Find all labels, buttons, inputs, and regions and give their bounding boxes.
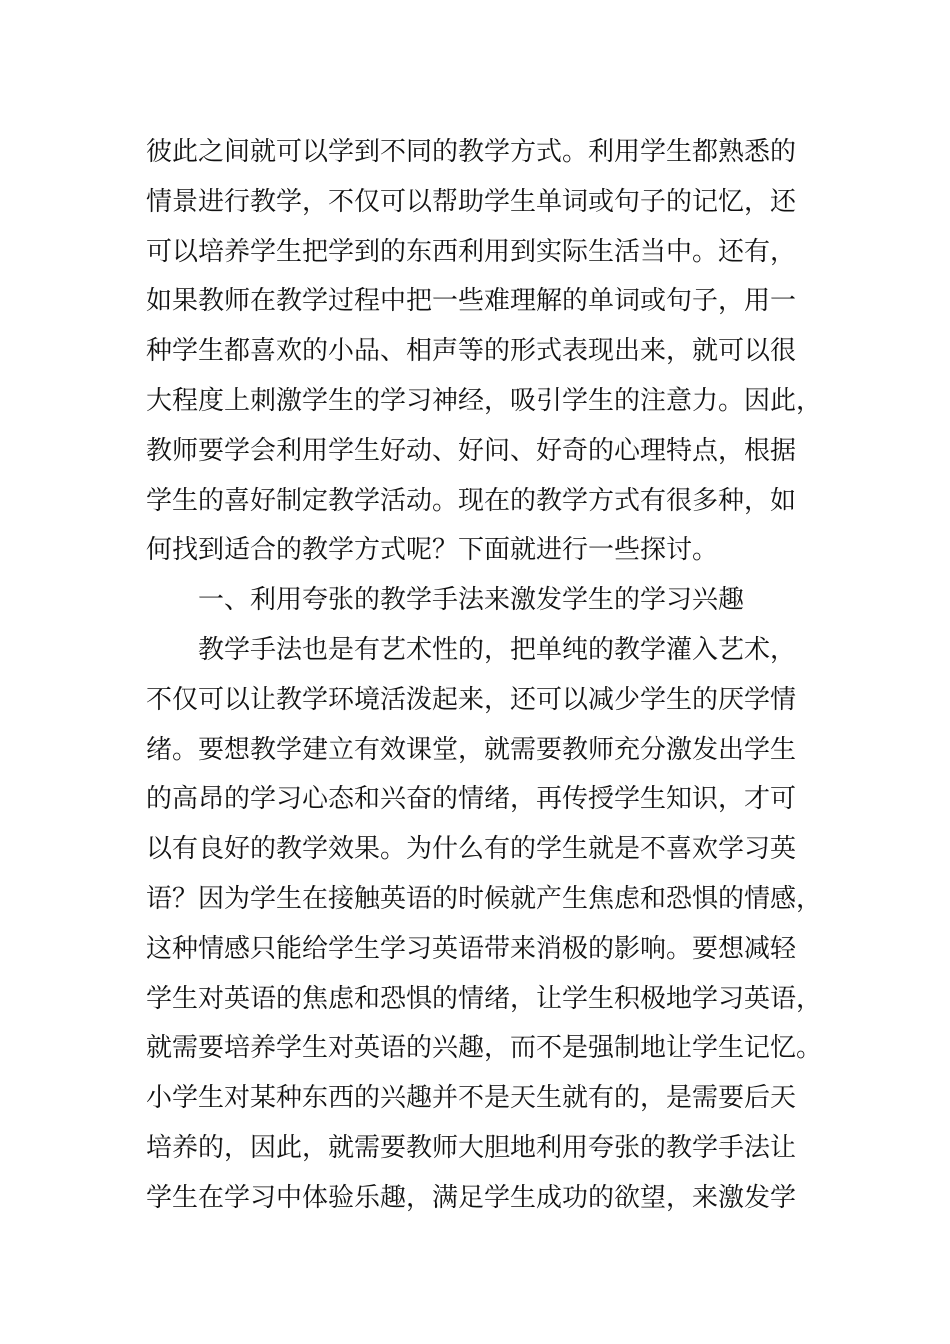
text-line: 培养的，因此，就需要教师大胆地利用夸张的教学手法让 <box>146 1132 797 1163</box>
text-line: 学生在学习中体验乐趣，满足学生成功的欲望，来激发学 <box>146 1182 797 1213</box>
text-line: 语？因为学生在接触英语的时候就产生焦虑和恐惧的情感， <box>146 883 823 914</box>
text-line: 种学生都喜欢的小品、相声等的形式表现出来，就可以很 <box>146 336 797 367</box>
text-line: 如果教师在教学过程中把一些难理解的单词或句子，用一 <box>146 286 797 317</box>
text-line: 大程度上刺激学生的学习神经，吸引学生的注意力。因此， <box>146 385 823 416</box>
text-line: 学生对英语的焦虑和恐惧的情绪，让学生积极地学习英语， <box>146 983 823 1014</box>
body-text <box>146 128 823 1224</box>
text-line: 就需要培养学生对英语的兴趣，而不是强制地让学生记忆。 <box>146 1033 823 1064</box>
text-line: 教师要学会利用学生好动、好问、好奇的心理特点，根据 <box>146 435 797 466</box>
text-line: 绪。要想教学建立有效课堂，就需要教师充分激发出学生 <box>146 734 797 765</box>
text-line: 以有良好的教学效果。为什么有的学生就是不喜欢学习英 <box>146 834 797 865</box>
text-line: 小学生对某种东西的兴趣并不是天生就有的，是需要后天 <box>146 1083 797 1114</box>
text-line: 彼此之间就可以学到不同的教学方式。利用学生都熟悉的 <box>146 137 797 167</box>
text-line: 的高昂的学习心态和兴奋的情绪，再传授学生知识，才可 <box>146 784 797 815</box>
text-line: 学生的喜好制定教学活动。现在的教学方式有很多种，如 <box>146 485 797 516</box>
section-heading: 一、利用夸张的教学手法来激发学生的学习兴趣 <box>198 585 745 616</box>
text-line: 情景进行教学，不仅可以帮助学生单词或句子的记忆，还 <box>146 186 797 217</box>
text-line: 这种情感只能给学生学习英语带来消极的影响。要想减轻 <box>146 933 797 964</box>
paragraph-first-line: 教学手法也是有艺术性的，把单纯的教学灌入艺术， <box>198 634 797 665</box>
text-line: 可以培养学生把学到的东西利用到实际生活当中。还有， <box>146 236 797 267</box>
text-line: 何找到适合的教学方式呢？下面就进行一些探讨。 <box>146 535 719 566</box>
text-line: 不仅可以让教学环境活泼起来，还可以减少学生的厌学情 <box>146 684 797 715</box>
